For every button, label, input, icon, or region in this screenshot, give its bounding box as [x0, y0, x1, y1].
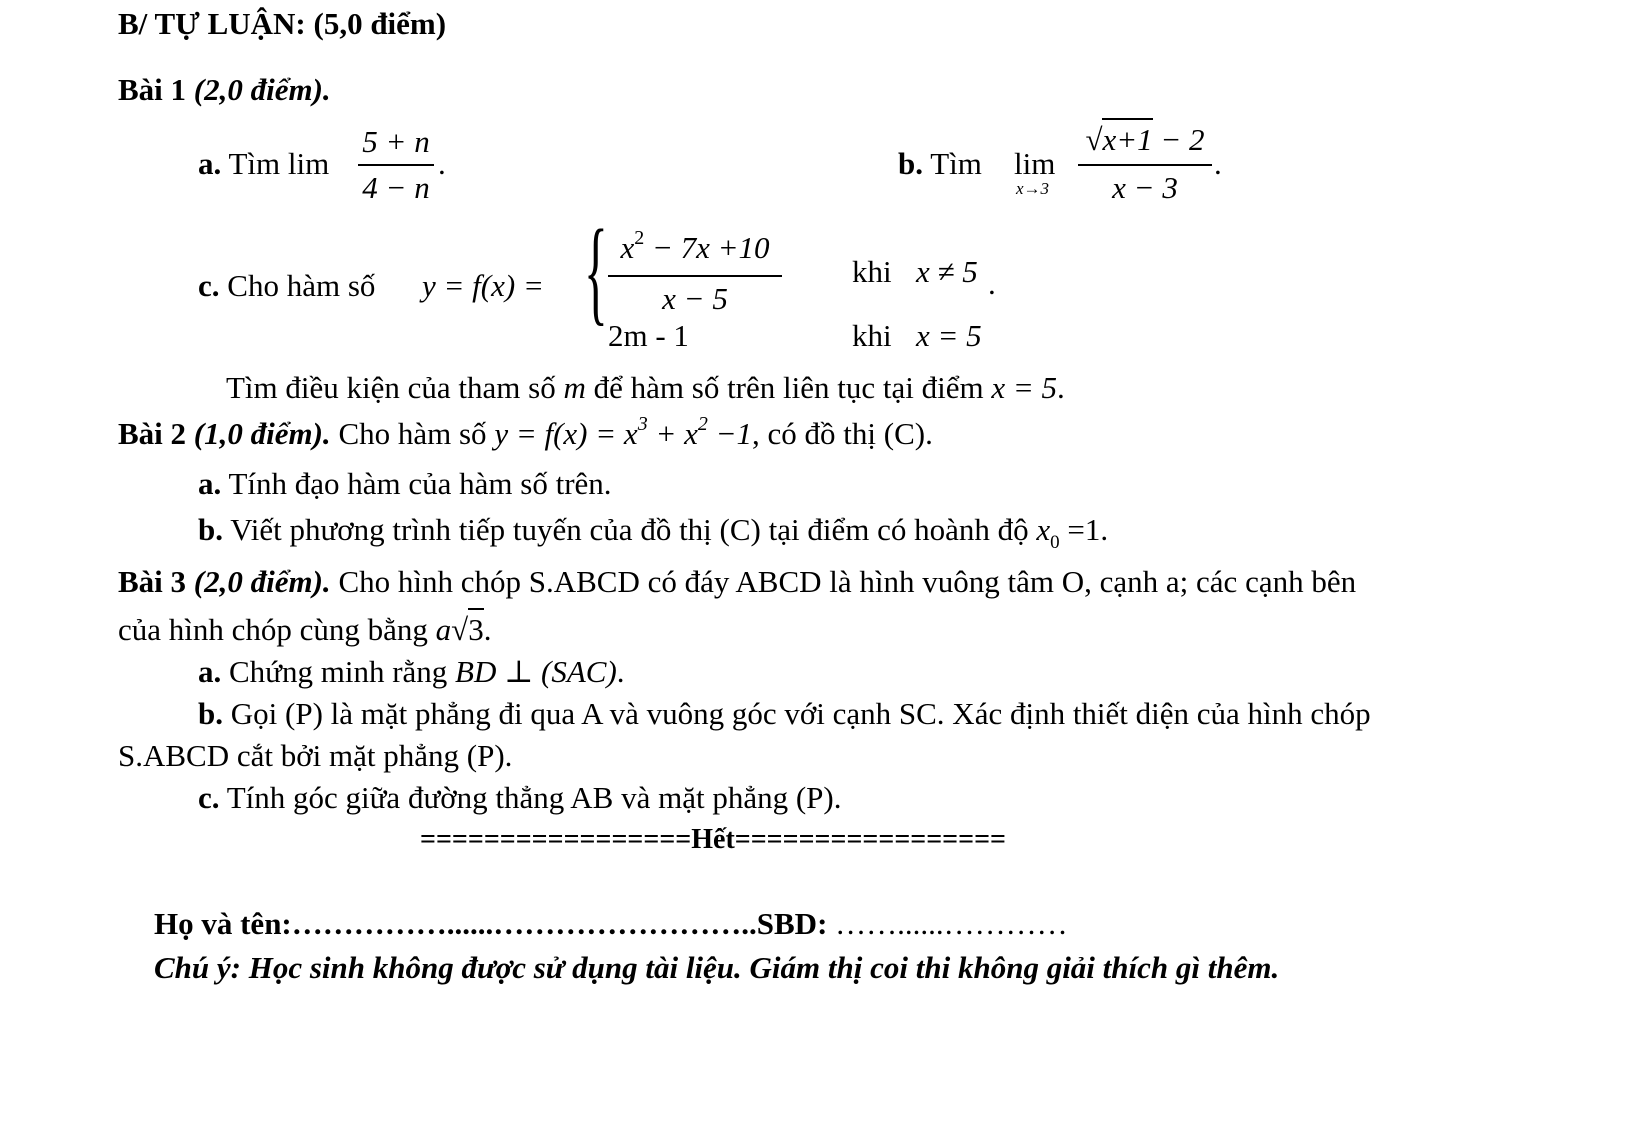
name-label: Họ và tên: [154, 906, 292, 941]
section-title: B/ TỰ LUẬN: (5,0 điểm) [118, 6, 447, 41]
bai1c-function: y = f(x) = [422, 268, 544, 303]
bai1a-denominator: 4 − n [362, 170, 430, 205]
bai3a: a. Chứng minh rằng BD ⊥ (SAC). [198, 654, 625, 689]
bai1b-lim: lim [1014, 146, 1056, 181]
bai1a-label: a. [198, 146, 222, 181]
bai2-points: (1,0 điểm). [193, 416, 331, 451]
bai1c-case1-fraction-bar [608, 275, 782, 277]
sqrt-symbol: √ [451, 612, 469, 647]
bai1a-lim: lim [287, 146, 330, 181]
bai3-intro-line2: của hình chóp cùng bằng a√3. [118, 614, 491, 645]
bai3b-line2: S.ABCD cắt bởi mặt phẳng (P). [118, 738, 513, 773]
bai1b-prefix [898, 148, 982, 179]
bai1c-case1-khi: khi [852, 254, 892, 289]
bai1c-case1-numerator: $x^2 - 7x +10$ [620, 227, 770, 265]
bai1a-numerator: 5 + n [362, 124, 430, 159]
left-brace: { [584, 205, 608, 336]
bai2-heading: Bài 2 (1,0 điểm). Cho hàm số $y = f(x) = x^3 + x^2 -1$, có đồ thị (C). [118, 413, 933, 451]
bai1-points: (2,0 điểm). [193, 72, 331, 107]
sqrt-symbol: √ [1085, 122, 1103, 157]
bai1a-end: . [438, 146, 446, 181]
bai1a-fraction-bar [358, 164, 434, 166]
end-marker: =================Hết================= [420, 824, 1007, 855]
bai3-heading: Bài 3 (2,0 điểm). Cho hình chóp S.ABCD có đáy ABCD là hình vuông tâm O, cạnh a; các cạnh bên [118, 564, 1357, 599]
bai1c-case1-condition: x ≠ 5 [916, 254, 978, 289]
bai2-title: Bài 2 [118, 416, 187, 451]
bai1a-prefix [198, 148, 329, 179]
bai3b-line1: b. Gọi (P) là mặt phẳng đi qua A và vuông góc với cạnh SC. Xác định thiết diện của hình chóp [198, 696, 1371, 731]
sbd-label: SBD: [756, 906, 836, 941]
bai1c-text: Cho hàm số [227, 268, 376, 303]
bai2a: a. Tính đạo hàm của hàm số trên. [198, 466, 612, 501]
bai3-title: Bài 3 [118, 564, 187, 599]
bai1c-end: . [988, 266, 996, 301]
bai1c-case2-khi: khi [852, 318, 892, 353]
bai1c-label: c. [198, 268, 220, 303]
bai1a-text: Tìm [228, 146, 281, 181]
name-dots: ……………......…………………….. [291, 906, 757, 941]
student-info-line [154, 908, 1068, 939]
bai1c-question: Tìm điều kiện của tham số m để hàm số trên liên tục tại điểm x = 5. [226, 370, 1065, 405]
bai1b-lim-subscript: x→3 [1016, 179, 1050, 198]
bai1b-end: . [1214, 146, 1222, 181]
bai1-heading [118, 74, 331, 105]
exam-note: Chú ý: Học sinh không được sử dụng tài liệu. Giám thị coi thi không giải thích gì thêm. [154, 950, 1280, 985]
bai1b-fraction-bar [1078, 164, 1212, 166]
bai1c-case2-expression: 2m - 1 [608, 318, 689, 353]
bai1c-case2-condition: x = 5 [916, 318, 982, 353]
bai1b-numerator: √x+1 − 2 [1076, 124, 1214, 155]
bai1-title: Bài 1 [118, 72, 187, 107]
bai3c: c. Tính góc giữa đường thẳng AB và mặt phẳng (P). [198, 780, 842, 815]
bai1b-text: Tìm [930, 146, 982, 181]
sbd-dots: ……......………… [835, 906, 1068, 941]
bai1b-denominator: x − 3 [1112, 170, 1178, 205]
bai2b: b. Viết phương trình tiếp tuyến của đồ thị (C) tại điểm có hoành độ $x_0 =1$. [198, 512, 1109, 553]
bai1c-prefix [198, 270, 375, 301]
bai1b-label: b. [898, 146, 923, 181]
bai2-function: $y = f(x) = x^3 + x^2 -1$ [494, 413, 753, 451]
bai1c-case1-denominator: x − 5 [662, 281, 728, 316]
bai3-points: (2,0 điểm). [193, 564, 331, 599]
